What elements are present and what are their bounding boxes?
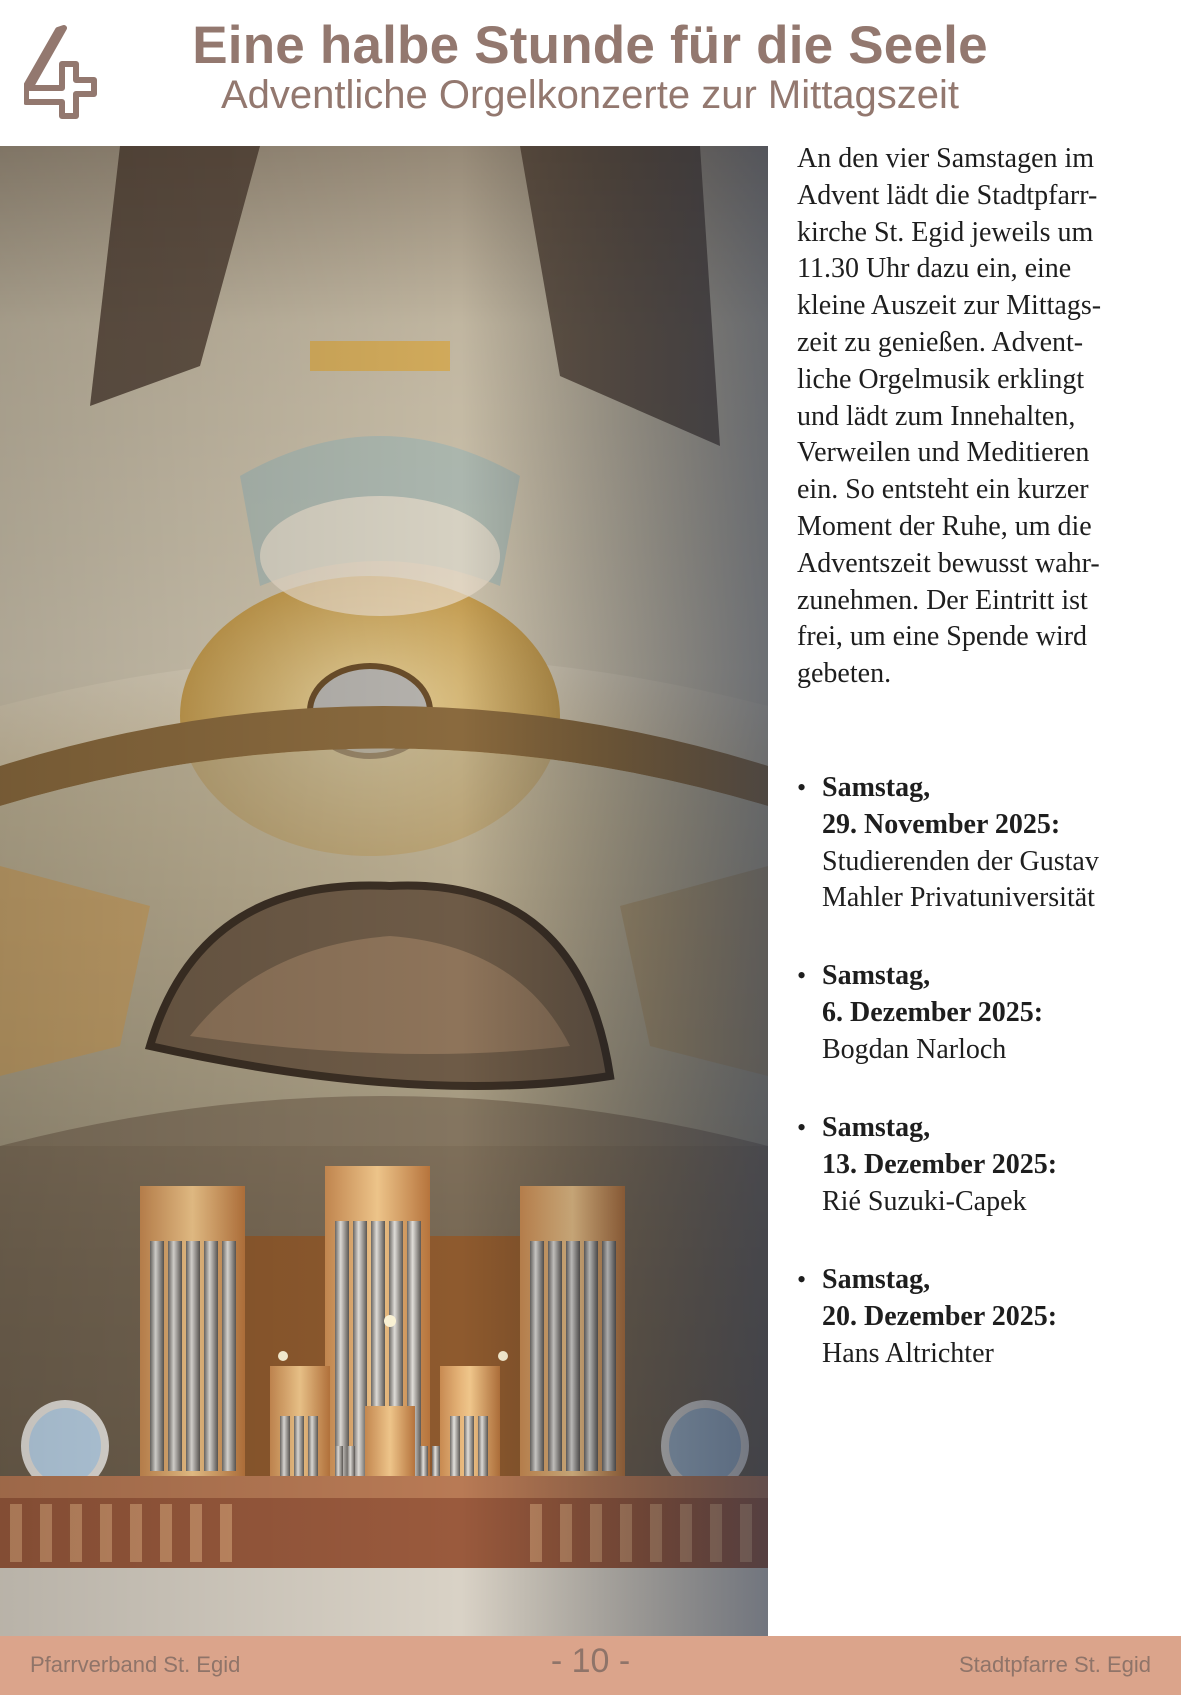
- page-header: [0, 0, 1181, 146]
- intro-line: ein. So entsteht ein kurzer: [797, 474, 1089, 506]
- intro-line: An den vier Samstagen im: [797, 143, 1095, 174]
- footer-left-text: Pfarrverband St. Egid: [30, 1652, 241, 1677]
- concert-date: 13. Dezember 2025:: [822, 1148, 1058, 1180]
- intro-line: kleine Auszeit zur Mittags-: [797, 290, 1102, 322]
- bullet-icon: •: [797, 1265, 807, 1294]
- intro-line: zeit zu genießen. Advent-: [797, 326, 1084, 358]
- concert-performer: Rié Suzuki-Capek: [822, 1185, 1027, 1217]
- intro-line: und lädt zum Innehalten,: [797, 400, 1076, 432]
- concert-day: Samstag,: [822, 1264, 931, 1295]
- page-footer: [0, 1636, 1181, 1695]
- bullet-icon: •: [797, 1113, 807, 1142]
- intro-line: zunehmen. Der Eintritt ist: [797, 584, 1088, 616]
- intro-line: Moment der Ruhe, um die: [797, 510, 1092, 542]
- concert-performer: Hans Altrichter: [822, 1337, 994, 1369]
- concert-day: Samstag,: [822, 1112, 931, 1143]
- intro-paragraph: [797, 141, 1167, 693]
- concert-day: Samstag,: [822, 772, 931, 803]
- intro-line: Adventszeit bewusst wahr-: [797, 547, 1100, 579]
- organ-and-ceiling-photo: [0, 146, 768, 1636]
- intro-line: frei, um eine Spende wird: [797, 621, 1088, 653]
- page-subtitle: Adventliche Orgelkonzerte zur Mittagszeit: [220, 73, 960, 117]
- concert-performer: Bogdan Narloch: [822, 1033, 1007, 1065]
- intro-line: liche Orgelmusik erklingt: [797, 363, 1085, 395]
- concert-performer: Mahler Privatuniversität: [822, 882, 1095, 914]
- intro-line: Advent lädt die Stadtpfarr-: [797, 179, 1098, 211]
- concert-day: Samstag,: [822, 960, 931, 991]
- intro-line: 11.30 Uhr dazu ein, eine: [797, 253, 1072, 285]
- bullet-icon: •: [797, 961, 807, 990]
- four-cross-logo-icon: [24, 24, 100, 124]
- bullet-icon: •: [797, 773, 807, 802]
- concert-date: 29. November 2025:: [822, 808, 1061, 840]
- footer-right-text: Stadtpfarre St. Egid: [959, 1652, 1151, 1677]
- intro-line: gebeten.: [797, 658, 892, 690]
- concert-date: 6. Dezember 2025:: [822, 996, 1044, 1028]
- page-number: - 10 -: [550, 1642, 631, 1680]
- concert-performer: Studierenden der Gustav: [822, 845, 1099, 877]
- page-title: Eine halbe Stunde für die Seele: [192, 16, 988, 75]
- concert-date: 20. Dezember 2025:: [822, 1300, 1058, 1332]
- intro-line: Verweilen und Meditieren: [797, 437, 1090, 469]
- intro-line: kirche St. Egid jeweils um: [797, 216, 1094, 248]
